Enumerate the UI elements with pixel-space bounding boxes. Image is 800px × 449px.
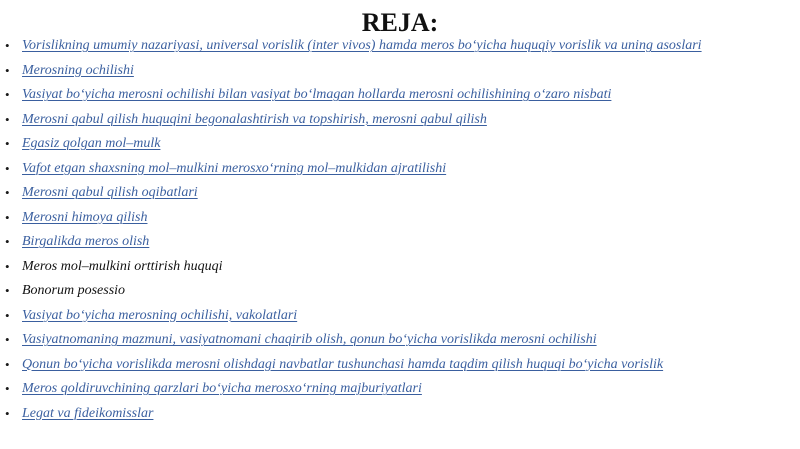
plan-item-link[interactable]: Vafot etgan shaxsning mol–mulkini merosxo‘rning mol–mulkidan ajratilishi bbox=[22, 160, 447, 176]
plan-item-link[interactable]: Merosning ochilishi bbox=[22, 62, 134, 78]
plan-item-link[interactable]: Merosni qabul qilish huquqini begonalashtirish va topshirish, merosni qabul qilish bbox=[22, 111, 487, 127]
plan-item-link[interactable]: Birgalikda meros olish bbox=[22, 234, 150, 249]
list-item[interactable] bbox=[0, 377, 800, 402]
bullet-icon: • bbox=[5, 381, 10, 396]
list-item bbox=[0, 255, 800, 280]
plan-item-link[interactable]: Vasiyat bo‘yicha merosning ochilishi, vakolatlari bbox=[22, 307, 298, 323]
list-item[interactable] bbox=[0, 108, 800, 133]
list-item[interactable] bbox=[0, 181, 800, 206]
bullet-icon: • bbox=[5, 62, 10, 78]
plan-item-link[interactable]: Egasiz qolgan mol–mulk bbox=[22, 136, 161, 151]
bullet-icon: • bbox=[5, 209, 10, 225]
list-item[interactable] bbox=[0, 402, 800, 427]
slide-title: REJA: bbox=[361, 8, 439, 37]
plan-item-link[interactable]: Legat va fideikomisslar bbox=[22, 405, 154, 421]
list-item[interactable] bbox=[0, 59, 800, 84]
bullet-icon: • bbox=[5, 307, 10, 323]
plan-item-link[interactable]: Meros qoldiruvchining qarzlari bo‘yicha merosxo‘rning majburiyatlari bbox=[22, 381, 422, 396]
plan-item-link[interactable]: Vorislikning umumiy nazariyasi, universal vorislik (inter vivos) hamda meros bo‘yicha huquqiy vorislik va uning asoslari bbox=[22, 38, 702, 53]
plan-item-link[interactable]: Merosni qabul qilish oqibatlari bbox=[22, 185, 198, 200]
bullet-icon: • bbox=[5, 111, 10, 127]
list-item[interactable] bbox=[0, 83, 800, 108]
plan-item-text: Meros mol–mulkini orttirish huquqi bbox=[22, 258, 223, 274]
list-item[interactable] bbox=[0, 304, 800, 329]
list-item[interactable] bbox=[0, 353, 800, 378]
plan-item-link[interactable]: Vasiyatnomaning mazmuni, vasiyatnomani chaqirib olish, qonun bo‘yicha vorislikda merosni ochilishi bbox=[22, 332, 597, 347]
bullet-icon: • bbox=[5, 87, 10, 102]
bullet-icon: • bbox=[5, 185, 10, 200]
list-item[interactable] bbox=[0, 157, 800, 182]
bullet-icon: • bbox=[5, 234, 10, 249]
plan-item-text: Bonorum posessio bbox=[22, 283, 126, 298]
plan-item-link[interactable]: Merosni himoya qilish bbox=[22, 209, 148, 225]
bullet-icon: • bbox=[5, 136, 10, 151]
list-item[interactable] bbox=[0, 132, 800, 157]
list-item[interactable] bbox=[0, 34, 800, 59]
list-item[interactable] bbox=[0, 206, 800, 231]
list-item[interactable] bbox=[0, 230, 800, 255]
bullet-icon: • bbox=[5, 332, 10, 347]
plan-item-link[interactable]: Qonun bo‘yicha vorislikda merosni olishdagi navbatlar tushunchasi hamda taqdim qilish huquqi bo‘yicha vorislik bbox=[22, 356, 664, 372]
bullet-icon: • bbox=[5, 258, 10, 274]
plan-list bbox=[0, 34, 800, 426]
bullet-icon: • bbox=[5, 160, 10, 176]
bullet-icon: • bbox=[5, 283, 10, 298]
plan-item-link[interactable]: Vasiyat bo‘yicha merosni ochilishi bilan vasiyat bo‘lmagan hollarda merosni ochilishining o‘zaro nisbati bbox=[22, 87, 612, 102]
list-item[interactable] bbox=[0, 328, 800, 353]
bullet-icon: • bbox=[5, 38, 10, 53]
list-item bbox=[0, 279, 800, 304]
bullet-icon: • bbox=[5, 405, 10, 421]
bullet-icon: • bbox=[5, 356, 10, 372]
